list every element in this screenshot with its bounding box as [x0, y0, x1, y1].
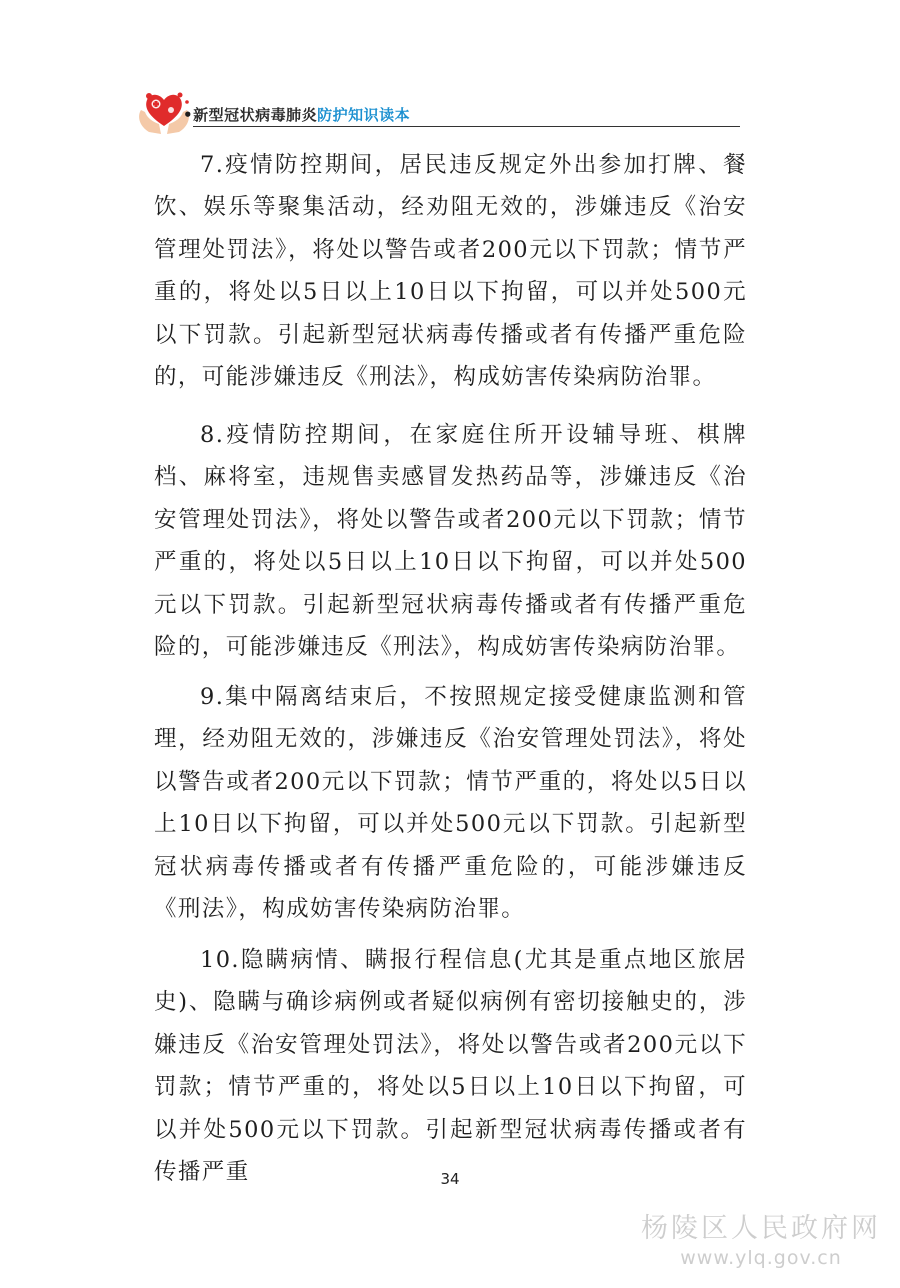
header-divider [193, 126, 740, 127]
header-title-highlight: 防护知识读本 [317, 106, 411, 124]
paragraph-8: 8.疫情防控期间，在家庭住所开设辅导班、棋牌档、麻将室，违规售卖感冒发热药品等，涉嫌违反《治安管理处罚法》，将处以警告或者200元以下罚款；情节严重的，将处以5日以上10日以下拘留，可以并处500元以下罚款。引起新型冠状病毒传播或者有传播严重危险的，可能涉嫌违反《刑法》，构成妨害传染病防治罪。 [154, 422, 747, 661]
watermark-url: www.ylq.gov.cn [680, 1247, 842, 1269]
watermark [636, 1213, 886, 1271]
paragraph-10: 10.隐瞒病情、瞒报行程信息(尤其是重点地区旅居史)、隐瞒与确诊病例或者疑似病例有密切接触史的，涉嫌违反《治安管理处罚法》，将处以警告或者200元以下罚款；情节严重的，将处以5日以上10日以下拘留，可以并处500元以下罚款。引起新型冠状病毒传播或者有传播严重 [154, 947, 747, 1186]
watermark-site-name: 杨陵区人民政府网 [641, 1213, 881, 1244]
header-bullet: • [183, 106, 194, 124]
paragraph-9: 9.集中隔离结束后，不按照规定接受健康监测和管理，经劝阻无效的，涉嫌违反《治安管理处罚法》，将处以警告或者200元以下罚款；情节严重的，将处以5日以上10日以下拘留，可以并处500元以下罚款。引起新型冠状病毒传播或者有传播严重危险的，可能涉嫌违反《刑法》，构成妨害传染病防治罪。 [154, 684, 747, 923]
page-header [135, 86, 740, 136]
page-number: 34 [440, 1170, 460, 1188]
paragraph-7: 7.疫情防控期间，居民违反规定外出参加打牌、餐饮、娱乐等聚集活动，经劝阻无效的，涉嫌违反《治安管理处罚法》，将处以警告或者200元以下罚款；情节严重的，将处以5日以上10日以下拘留，可以并处500元以下罚款。引起新型冠状病毒传播或者有传播严重危险的，可能涉嫌违反《刑法》，构成妨害传染病防治罪。 [154, 152, 747, 391]
header-title [183, 104, 410, 125]
header-title-prefix: 新型冠状病毒肺炎 [193, 106, 318, 124]
